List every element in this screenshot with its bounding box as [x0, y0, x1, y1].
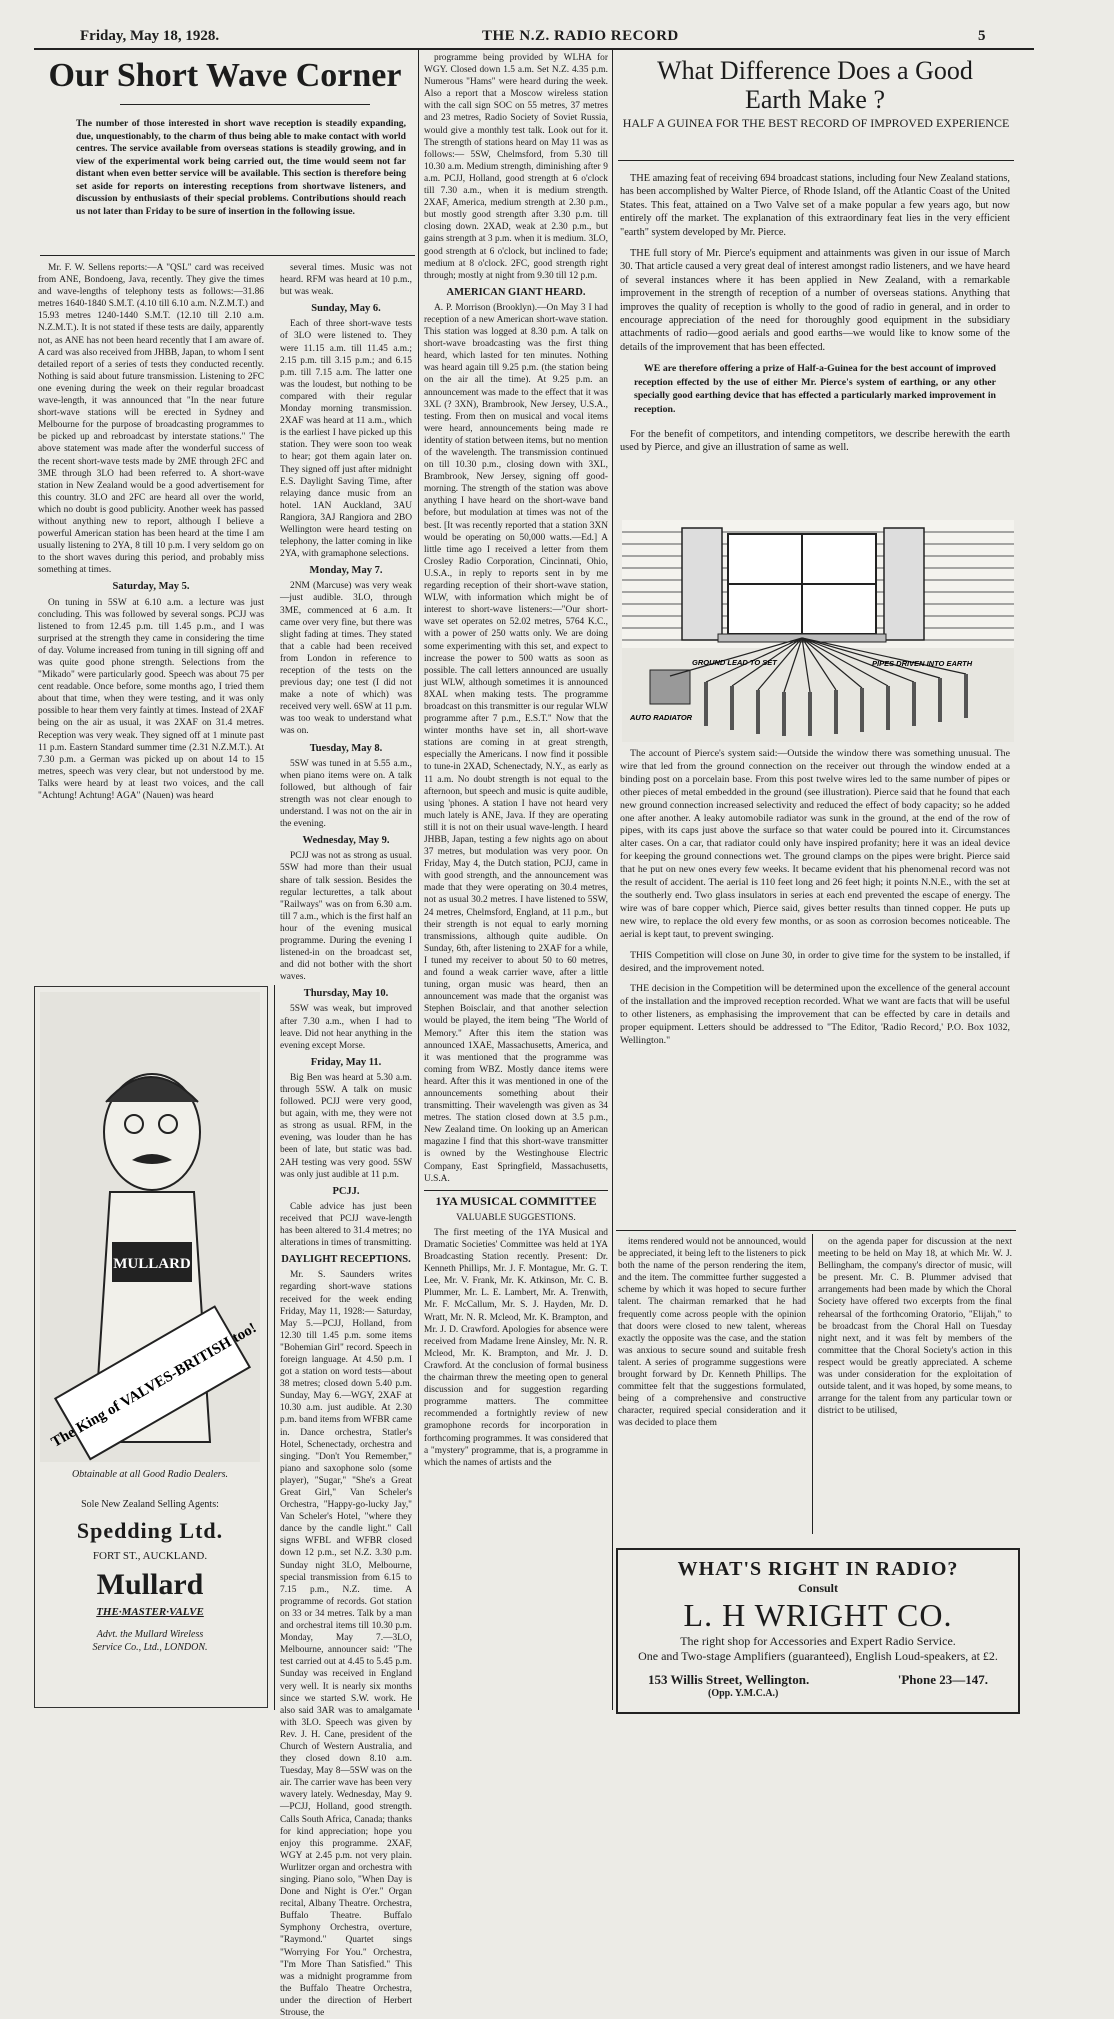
- wright-headline: WHAT'S RIGHT IN RADIO?: [677, 1558, 959, 1580]
- wright-address: 153 Willis Street, Wellington.: [648, 1672, 810, 1687]
- col3-american-heading: AMERICAN GIANT HEARD.: [446, 286, 586, 298]
- wright-opp: (Opp. Y.M.C.A.): [708, 1688, 779, 1699]
- col2-tue-heading: Tuesday, May 8.: [309, 742, 383, 754]
- col2-wed-text: PCJJ was not as strong as usual. 5SW had more than their usual share of talk session. Besides the regular lecturettes, a talk about "Railways" was on from 6.30 a.m. till 7 a.m., which is the first half an hour of the evening musical programme. During the evening I listened-in on the broadcast set, and did not bother with the short waves.: [280, 851, 412, 983]
- illus-pipes-label: PIPES DRIVEN INTO EARTH: [872, 659, 973, 668]
- earth-para-3: WE are therefore offering a prize of Half-a-Guinea for the best account of improved reception effected by the use of either Mr. Pierce's system of earthing, or any other specially good earthing device that has effected a particularly marked improvement in reception.: [634, 363, 996, 415]
- ad-company: Spedding Ltd.: [76, 1518, 224, 1543]
- wright-advert: [616, 1548, 1020, 1714]
- col3-iya-text: The first meeting of the 1YA Musical and Dramatic Societies' Committee was held at 1YA Broadcasting Station recently. Present: Dr. Kenneth Phillips, Mr. J. F. Montague, Mr. G. T. Lee, Mr. V. Frank, Mr. K. Atkinson, Mr. C. B. Plummer, Mr. L. E. Lambert, Mr. A. Trenwith, Mr. F. McCallum, Mr. S. J. Hayden, Mr. D. Wratt, Mr. N. R. Mcleod, Mr. K. Brampton, and Mr. J. D. Crawford. Apologies for absence were received from Madame Irene Ainsley, Mr. N. R. Mcleod, Mr. K. Brampton, and Mr. J. D. Crawford. At the conclusion of formal business the chairman threw the meeting open to general discussion and for suggestion regarding programme matters. The committee recommended a fortnightly review of new gramophone records for incorporation in forthcoming programmes. It was considered that a "mystery" programme, that is, a programme in which the names of artists and the: [424, 1227, 608, 1468]
- committee-text-2: on the agenda paper for discussion at the next meeting to be held on May 18, at which Mr. W. J. Bellingham, the company's director of music, will be present. Mr. C. B. Plummer advised that arrangements had been made by which the Choral Society have offered two excerpts from the final rehearsal of the forthcoming Oratorio, "Elijah," to be broadcast from the Choral Hall on Tuesday night next, and it was felt by members of the committee that the Choral Society's action in this respect would be greatly appreciated. A scheme was under consideration for the exploitation of outside talent, and it was hoped, by some means, to arrange for the talent from any particular town or district to be utilised,: [818, 1237, 1012, 1417]
- subtitle-rule: [618, 160, 1014, 161]
- wright-line-2: One and Two-stage Amplifiers (guaranteed), English Loud-speakers, at £2.: [638, 1649, 998, 1663]
- col3-iya-heading: 1YA MUSICAL COMMITTEE: [424, 1190, 608, 1207]
- column-rule: [418, 50, 419, 1710]
- col2-fri-heading: Friday, May 11.: [310, 1056, 382, 1068]
- col2-fri-text: Big Ben was heard at 5.30 a.m. through 5SW. A talk on music followed. PCJJ were very good, but again, with me, they were not as strong as usual. RFM, in the evening, was louder than he has been of late, but static was bad. 2AH testing was very good. 5SW was only just audible at 11 p.m.: [280, 1072, 412, 1180]
- col3-text: programme being provided by WLHA for WGY. Closed down 1.5 a.m. Set N.Z. 4.35 p.m. Numerous "Hams" were heard during the week. Also a report that a Moscow wireless station with the call sign SOC on 55 metres, 37 metres and 23 metres, Radio Society of Soviet Russia, would give a monthly test talk. Look out for it. The strength of stations heard on May 11 was as follows:— 5SW, Chelmsford, from 5.30 till 10.30 a.m. Medium strength, diminishing after 9 a.m. PCJJ, Holland, good strength at 6 o'clock till 7.30 a.m., when it is medium strength. 2XAF, America, medium strength at 2.30 p.m., but mostly good strength after 3.30 p.m. till closing down. 2XAD, weak at 2.30 p.m., but gains strength at 3 p.m. when it is medium. 3LO, good strength at 6 o'clock, but inclined to fade; medium at 8 o'clock. 2FC, good strength right through; mostly at night from 9.30 till 12 p.m.: [424, 53, 608, 281]
- title-underline: [120, 104, 370, 105]
- col2-pcjj-heading: PCJJ.: [332, 1185, 360, 1197]
- wright-line-1: The right shop for Accessories and Expert Radio Service.: [680, 1634, 956, 1648]
- earth-text-bottom: [620, 748, 1010, 1050]
- short-wave-title: Our Short Wave Corner: [48, 57, 402, 94]
- illus-auto-label: AUTO RADIATOR: [630, 713, 693, 722]
- header-date: Friday, May 18, 1928.: [80, 28, 220, 44]
- earth-text-top: [620, 172, 1010, 457]
- col2-thu-text: 5SW was weak, but improved after 7.30 a.m., when I had to leave. Did not hear anything in the evening except Morse.: [280, 1004, 412, 1051]
- committee-text-1: items rendered would not be announced, would be appreciated, it being left to the listeners to pick both the name of the person rendering the item, and the item. The committee further suggested a scheme by which it was hoped to secure further talent. The chairman remarked that he had frequently come across people with the opinion that doors were closed to new talent, whereas exactly the opposite was the case, and the station was anxious to secure sound and suitable fresh talent. A series of programme suggestions were brought forward by Dr. Kenneth Phillips. The committee felt that the suggestions formulated, being of a comprehensive and constructive character, required special consideration and it was decided to place them: [618, 1237, 806, 1429]
- col2-daylight-text: Mr. S. Saunders writes regarding short-wave stations received for the week ending Friday, May 11, 1928:— Saturday, May 5.—PCJJ, Holland, from 12.30 till 1.45 p.m. some items "Bohemian Girl" record. Speech in foreign language. At 4.50 p.m. I got a station on word tests—about 38 metres; closed down 5.40 p.m. Sunday, May 6.—WGY, 2XAF at 10.30 a.m. just audible. At 2.30 p.m. band items from WFBR came in. Dance orchestra, Statler's Hotel, Schenectady, orchestra and singing. "Don't You Remember," piano and saxophone solo (some player), "Sugar," "She's a Great Great Girl," Van Scheler's Orchestra, "Happy-go-lucky Jay," Van Scheler's Hotel, "where they dance by the candle light." Call signs WFBL and WFBR closed down 12 p.m., set N.Z. 3.30 p.m. Sunday night 3LO, Melbourne, special transmission from 6.15 to 7.15 p.m., N.Z. time. A programme of records. Got station on 33 or 34 metres. Talk by a man and orchestral items till 10.30 p.m. Monday, May 7.—3LO, Melbourne, announcer said: "The test carried out at 4.45 to 5.45 p.m. Sunday was received in England very well. It is nearly six months since we started S.W. work. He also said 3AR was to amalgamate with 3LO. Speech was given by Rev. J. H. Cane, president of the Church of Western Australia, and they closed down 8.10 a.m. Tuesday, May 8—5SW was on the air. The carrier wave has been very wavery lately. Wednesday, May 9.—PCJJ, Holland, good strength. Calls South Africa, Canada; thanks for kind appreciation; hope you enjoy this programme. 2XAF, WGY at 2.45 p.m. not very plain. Wurlitzer organ and orchestra with singing. Piano solo, "When Day is Done and Night is O'er." Organ recital, Albany Theatre. Orchestra, Buffalo Theatre. Buffalo Symphony Orchestra, overture, "Raymond." Quartet sings "Worrying For You." Orchestra, "I'm More Than Satisfied." This was a midnight programme from the Buffalo Theatre Orchestra, under the direction of Herbert Strouse, the: [280, 1270, 412, 2019]
- committee-continued-col-1: [618, 1236, 806, 1536]
- wright-consult: Consult: [797, 1581, 838, 1595]
- section-rule: [616, 1230, 1016, 1231]
- auto-radiator-icon: [650, 670, 690, 704]
- col2-tue-text: 5SW was tuned in at 5.55 a.m., when piano items were on. A talk followed, but although of fair strength was not clear enough to understand. I was not on the air in the evening.: [280, 758, 412, 830]
- header-rule: [34, 48, 1034, 50]
- col3-iya-subheading: VALUABLE SUGGESTIONS.: [456, 1212, 576, 1223]
- column-rule: [812, 1234, 813, 1534]
- col2-text: several times. Music was not heard. RFM was heard at 10 p.m., but was weak.: [280, 263, 412, 298]
- earth-para-7: THE decision in the Competition will be determined upon the excellence of the general account of the installation and the improved reception recorded. What we want are facts that will be useful to other listeners, as emphasising the improvement that can be effected by care in details and proper equipment. Letters should be addressed to "The Editor, 'Radio Record,' P.O. Box 1032, Wellington.": [620, 983, 1010, 1047]
- column-rule: [612, 50, 613, 1710]
- wright-phone: 'Phone 23—147.: [897, 1672, 988, 1687]
- article-column-2: [280, 262, 412, 2019]
- earth-article-subtitle: HALF A GUINEA FOR THE BEST RECORD OF IMPROVED EXPERIENCE: [622, 116, 1010, 130]
- col2-mon-text: 2NM (Marcuse) was very weak—just audible. 3LO, through 3ME, commenced at 6 a.m. It came over very fine, but there was slight fading at times. They stated that a cable had been received from London in reference to reception of the tests on the previous day; one test (I did not make a note of which) was received very well. 6SW at 11 p.m. was too weak to understand what was on.: [280, 581, 412, 737]
- col2-thu-heading: Thursday, May 10.: [303, 988, 389, 1000]
- earth-para-5: The account of Pierce's system said:—Outside the window there was something unusual. The wire that led from the ground connection on the receiver out through the window ended at a binding post on a porcelain base. From this post twelve wires led to the same number of pipes or other pieces of metal embedded in the ground (see illustration). Pierce said that he found that each new ground connection increased selectivity and reduced the effect of body capacity; so he added one after another. A leaky automobile radiator was sunk in the ground, at the end of the row of pipes, with its caps just above the surface so that water could be poured into it. Circumstances alter cases. On a car, that radiator could only have inspired profanity; here it was an ideal device for keeping the ground connections wet. The ground clamps on the pipes were bright. Pierce said that he put on new ones every few weeks. It became evident that his phenomenal record was not the result of accident. The aerial is 110 feet long and 26 feet high; it points N.N.E., with the set at the southerly end. Two glass insulators in series at each end prevented the escape of energy. The wire was of bare copper which, Pierce said, gives better results than tinned copper. He puts up new wire, to replace the old every few months, or as soon as corrosion becomes noticeable. The aerial is kept taut, to prevent swinging.: [620, 748, 1010, 940]
- bottle-label-text: MULLARD: [113, 1256, 191, 1272]
- short-wave-intro: The number of those interested in short wave reception is steadily expanding, due, unquestionably, to the charm of thus being able to make contact with world centres. The service available from overseas stations is steadily growing, and in view of the experimental work being carried out, the time would seem not far distant when even better service will be available. This section is therefore being set aside for reports on interesting receptions from shortwave listeners, and discussion by enthusiasts of their special problems. Contributions should reach us not later than Friday to be sure of insertion in the following issue.: [76, 118, 406, 217]
- earth-para-6: THIS Competition will close on June 30, in order to give time for the system to be installed, if desired, and the improvement noted.: [620, 949, 1010, 974]
- col2-sun-text: Each of three short-wave tests of 3LO were listened to. They were 11.15 a.m. till 11.45 a.m.; 2.15 p.m. till 3.15 p.m.; and 6.15 p.m. till 7.15 a.m. The latter one was the loudest, but nothing to be compared with their regular Monday morning transmission. 2XAF was heard at 11 a.m., which is the earliest I have picked up this station. They were soon too weak to hear; got them again later on. They signed off just after midnight E.S. Daylight Saving Time, after relaying dance music from an hotel. 1AN Auckland, 3AU Rangiora, 3AJ Rangiora and 2BO Wellington were heard testing on telephony, the latter coming in like 2YA, with gramaphone selections.: [280, 319, 412, 560]
- wright-address-row: [618, 1672, 1018, 1688]
- earth-para-1: THE amazing feat of receiving 694 broadcast stations, including four New Zealand stations, has been accomplished by Walter Pierce, of Rhode Island, off the Atlantic Coast of the United States. This feat, attained on a Two Valve set of a make popular a few years ago, but now entirely off the market. The explanation of this extraordinary feat lies in the very efficient "earth" system developed by Mr. Pierce.: [620, 173, 1010, 238]
- intro-rule: [40, 255, 415, 256]
- col1-text: Mr. F. W. Sellens reports:—A "QSL" card was received from ANE, Bondoeng, Java, recently. They give the times and wave-lengths of telephony tests as follows:—31.86 metres 1640-1840 S.M.T. (4.10 till 6.10 a.m. N.Z.M.T.) and 15.93 metres 1240-1440 S.M.T. (12.10 till 2.10 a.m. N.Z.M.T.). It is not stated if these tests are daily, apparently not, as ANE has not been heard recently that I am aware of. A card was also received from JHBB, Japan, to whom I sent detailed report of a series of tests they conducted recently. Nothing is said about future transmission. Listening to 2FC one evening during the week on their regular broadcast wave-length, it was announced that "In the near future short-wave stations will be erected in Sydney and Melbourne for the purpose of broadcasting programmes to be picked up and rebroadcast by interstate stations." The above statement was made after the wonderful success of the recent short-wave tests made by 2ME through 2FC and 3ME through 3LO had been referred to. A short-wave station in New Zealand would be a good advertisement for this country. 3LO and 2FC are heard all over the world, which no doubt is good publicity. Another week has passed without anything new to report, although I believe a powerful American station has been heard at the time I am usually listening to 2YA, 8 till 10 p.m. I very seldom go on to the short waves during this period, and probably miss something at times.: [38, 263, 264, 576]
- ad-tagline: THE·MASTER·VALVE: [96, 1606, 204, 1618]
- ad-advt-note: Advt. the Mullard Wireless Service Co., Ltd., LONDON.: [92, 1629, 208, 1653]
- ad-sole-agents: Sole New Zealand Selling Agents:: [81, 1499, 219, 1510]
- earth-para-2: THE full story of Mr. Pierce's equipment and attainments was given in our issue of March 30. That article caused a very great deal of interest amongst radio listeners, and we have heard of several instances where it has been applied in New Zealand, with a remarkable improvement in the strength of reception of a number of overseas stations. Anything that improves the quality of reception is wholly to the good of radio in general, and in order to encourage appreciation of the need for thoroughly good equipment in the subsidiary attachments of radio—good aerials and good earths—we would like to know some of the details of the improvement that has been effected.: [620, 248, 1010, 353]
- article-column-3: [424, 52, 608, 1710]
- earth-para-4: For the benefit of competitors, and intending competitors, we describe herewith the earth used by Pierce, and give an illustration of same as well.: [620, 428, 1010, 454]
- col2-mon-heading: Monday, May 7.: [309, 565, 383, 577]
- ad-brand: Mullard: [96, 1568, 204, 1601]
- col2-wed-heading: Wednesday, May 9.: [302, 835, 390, 847]
- wright-company: L. H WRIGHT CO.: [683, 1597, 953, 1633]
- col2-daylight-heading: DAYLIGHT RECEPTIONS.: [281, 1254, 411, 1266]
- header-page-number: 5: [978, 28, 986, 44]
- ad-obtainable: Obtainable at all Good Radio Dealers.: [71, 1469, 229, 1480]
- col2-sun-heading: Sunday, May 6.: [311, 303, 381, 315]
- header-publication: THE N.Z. RADIO RECORD: [482, 28, 679, 44]
- earth-system-illustration: [622, 520, 1014, 742]
- sash-text: The King of VALVES-BRITISH too!: [48, 1320, 260, 1451]
- committee-continued-col-2: [818, 1236, 1012, 1536]
- article-column-1: [38, 262, 264, 977]
- col1-sat-text: On tuning in 5SW at 6.10 a.m. a lecture was just concluding. This was followed by several songs. PCJJ was listened to from 12.45 p.m. till 1.45 p.m., and I was surprised at the strength they came in considering the time of day. Volume increased from tuning in till signing off and was quite good phone strength. Selections from the "Mikado" were particularly good. Speech was about 75 per cent readable. Once before, some months ago, I tried them about that time, when they were testing, and it was only possible to hear them very faintly at times. Instead of 2XAF being on the air as usual, it was 2XAF on 31.4 metres. Reception was very weak. They signed off at 1 minute past 11 p.m. Eastern Standard summer time (2.31 N.Z.M.T.). At 7.30 p.m. a German was picked up on about 14 to 15 metres, speech was very clear, but not understood by me. Talks were heard by at least two voices, and the call "Achtung! Achtung! AGA" (Nauen) was heard: [38, 597, 264, 802]
- col3-american-text: A. P. Morrison (Brooklyn).—On May 3 I had reception of a new American short-wave station. This station was logged at 8.30 p.m. A talk on short-wave broadcasting was the first thing heard, which lasted for ten minutes. Nothing was heard again till 9.25 p.m. (the station being on the air all the time). At 9.25 p.m. an announcement was made to the effect that it was 3XL (? 3XN), Brambrook, New Jersey, U.S.A., testing. From then on musical and vocal items were heard, announcements being made re identity of station between items, but no mention of the wavelength. The transmission continued on till 10.30 p.m., closing down with 3XL, Brambrook, New Jersey, signing off good-morning. The strength of the station was above anything I have heard on the short-wave band before, but modulation at times was not of the best. [It was recently reported that a station 3XN would be operating on 50,000 watts.—Ed.] A little time ago I received a letter from them Crosley Radio Corporation, Cincinnati, Ohio, U.S.A., in reply to reports sent in by me regarding reception of their short-wave station, WLW, with information which might be of interest to short-wave listeners:—"Our short-wave set operates on 52.02 metres, 5764 K.C., with a power of 250 watts only. We are doing some experimenting with this set, and expect to increase the power to 500 watts as soon as possible. The call letters announced are usually just WLW, although sometimes it is announced 8XAL when making tests. The programme broadcast on this transmitter is our regular WLW programme after 7 p.m., E.S.T." Now that the winter months have set in, all short-wave stations are coming in at great strength, especially the Americans. I now find it possible to tune-in 2XAD, Schenectady, N.Y., as early as 11 a.m. No doubt strength is not equal to the afternoon, but speech and music is quite audible, using 'phones. A station I have not heard very much lately is ANE, Java. If they are operating still it is not on their usual wave-length. I heard JHBB, Japan, testing a few nights ago on about 37 metres, but modulation was very poor. On Friday, May 4, the Dutch station, PCJJ, came in with good strength, and the announcement was made that they were operating on 30.4 metres, not as usual 30.2 metres. I have listened to 5SW, 24 metres, Chelmsford, England, at 11 p.m., but their strength is not equal to early morning transmissions, although quite audible. On Sunday, 6th, after listening to 2XAF for a while, I tuned my receiver to about 50 to 60 metres, and found a weak carrier wave, after a little tuning, organ music was heard, then an announcement was made that the organist was Stephen Boisclair, and that another selection would be played, the item being "The World of Memory." After this item the station was announced 1XAE, Massachusetts, America, and it was mentioned that the programme was coming from WBZ. Mostly dance items were heard. After this it was mentioned in one of the announcements something about their transmitting. Their wavelength was given as 34 metres. The station closed down at 3.5 p.m., New Zealand time. On looking up an American magazine I find that this short-wave transmitter is owned by the Westinghouse Electric Company, East Springfield, Massachusetts, U.S.A.: [424, 302, 608, 1184]
- col2-pcjj-text: Cable advice has just been received that PCJJ wave-length has been altered to 31.4 metres; no alterations in times of transmitting.: [280, 1201, 412, 1249]
- earth-article-title: What Difference Does a Good Earth Make ?: [657, 56, 973, 114]
- column-rule: [274, 985, 275, 1710]
- illus-ground-label: GROUND LEAD TO SET: [692, 658, 777, 667]
- ad-address: FORT ST., AUCKLAND.: [92, 1550, 208, 1562]
- col1-sat-heading: Saturday, May 5.: [112, 581, 190, 593]
- mullard-illustration: [40, 992, 260, 1462]
